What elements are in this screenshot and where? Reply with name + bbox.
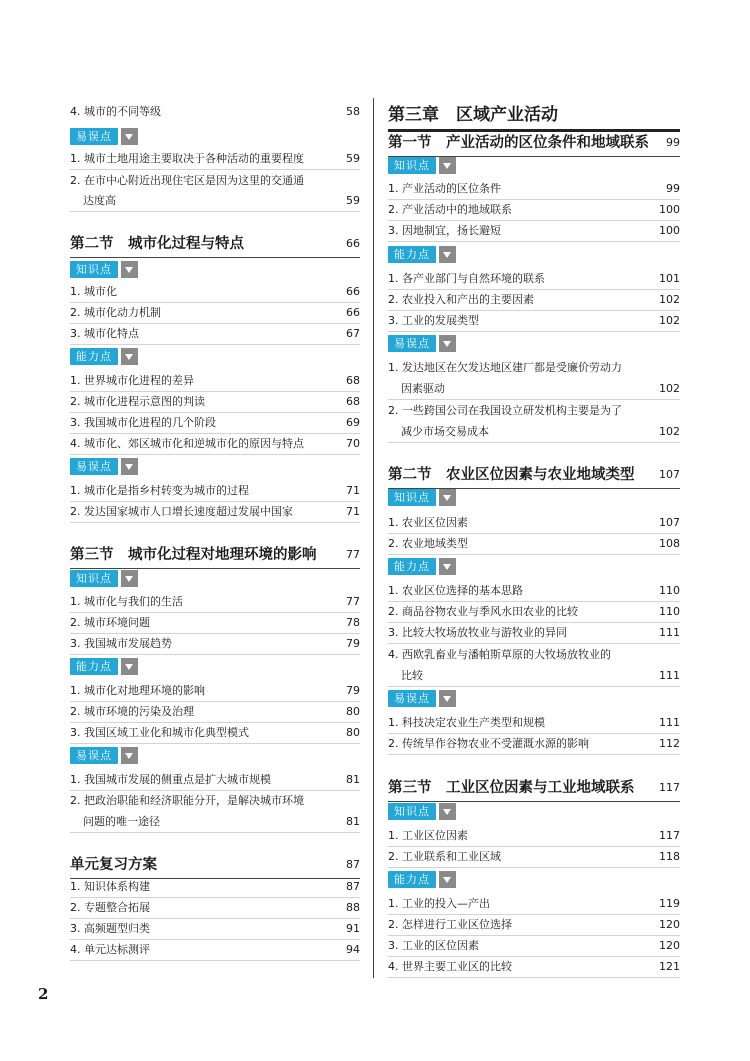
toc-entry-text: 2. 城市化动力机制 bbox=[70, 306, 161, 319]
toc-entry-text: 4. 城市化、郊区城市化和逆城市化的原因与特点 bbox=[70, 437, 304, 450]
tag-label: 易误点 bbox=[70, 128, 118, 145]
tag-zhishi bbox=[70, 261, 138, 278]
toc-entry-page: 111 bbox=[659, 716, 680, 729]
toc-entry-page: 111 bbox=[659, 626, 680, 639]
toc-entry[interactable] bbox=[388, 644, 680, 665]
toc-entry-page: 69 bbox=[346, 416, 360, 429]
toc-entry[interactable] bbox=[388, 512, 680, 534]
tag-zhishi bbox=[70, 570, 138, 587]
toc-entry-page: 102 bbox=[659, 314, 680, 327]
toc-entry-text: 2. 怎样进行工业区位选择 bbox=[388, 918, 512, 931]
toc-entry-text: 2. 把政治职能和经济职能分开，是解决城市环境 bbox=[70, 794, 304, 807]
toc-entry-page: 71 bbox=[346, 505, 360, 518]
toc-entry-text: 2. 产业活动中的地域联系 bbox=[388, 203, 512, 216]
toc-entry[interactable] bbox=[388, 220, 680, 242]
toc-entry-page: 77 bbox=[346, 595, 360, 608]
toc-entry-page: 79 bbox=[346, 637, 360, 650]
toc-entry-text: 3. 我国区域工业化和城市化典型模式 bbox=[70, 726, 249, 739]
toc-entry[interactable] bbox=[388, 712, 680, 734]
toc-entry-page: 59 bbox=[346, 194, 360, 207]
toc-entry[interactable] bbox=[388, 178, 680, 200]
toc-entry-page: 101 bbox=[659, 272, 680, 285]
section-title: 第三节 工业区位因素与工业地域联系 bbox=[388, 780, 635, 796]
toc-entry-page: 80 bbox=[346, 726, 360, 739]
section-page: 107 bbox=[659, 468, 680, 481]
chevron-down-icon bbox=[439, 489, 456, 506]
tag-label: 能力点 bbox=[388, 246, 436, 263]
section-page: 66 bbox=[346, 237, 360, 250]
toc-entry[interactable] bbox=[388, 893, 680, 915]
toc-entry-text: 2. 传统旱作谷物农业不受灌溉水源的影响 bbox=[388, 737, 589, 750]
toc-entry-page: 66 bbox=[346, 306, 360, 319]
toc-entry[interactable] bbox=[70, 302, 360, 324]
toc-entry-continued[interactable] bbox=[70, 190, 360, 212]
toc-entry[interactable] bbox=[388, 914, 680, 936]
tag-label: 知识点 bbox=[388, 803, 436, 820]
toc-entry-page: 81 bbox=[346, 815, 360, 828]
toc-entry-continued[interactable] bbox=[388, 378, 680, 400]
toc-entry-page: 110 bbox=[659, 605, 680, 618]
tag-label: 易误点 bbox=[70, 747, 118, 764]
toc-entry-page: 87 bbox=[346, 880, 360, 893]
tag-label: 知识点 bbox=[388, 157, 436, 174]
toc-entry[interactable] bbox=[70, 370, 360, 392]
toc-entry[interactable] bbox=[388, 289, 680, 311]
toc-entry-page: 107 bbox=[659, 516, 680, 529]
tag-nengli bbox=[70, 658, 138, 675]
page-number: 2 bbox=[38, 985, 49, 1003]
toc-entry-text: 3. 工业的发展类型 bbox=[388, 314, 479, 327]
section-heading[interactable] bbox=[70, 542, 360, 569]
toc-entry-page: 70 bbox=[346, 437, 360, 450]
toc-entry-page: 88 bbox=[346, 901, 360, 914]
toc-entry[interactable] bbox=[70, 897, 360, 919]
toc-entry[interactable] bbox=[388, 268, 680, 290]
toc-entry[interactable] bbox=[388, 310, 680, 332]
toc-entry-text: 2. 在市中心附近出现住宅区是因为这里的交通通 bbox=[70, 174, 304, 187]
toc-entry-page: 68 bbox=[346, 395, 360, 408]
toc-entry-text: 4. 西欧乳畜业与潘帕斯草原的大牧场放牧业的 bbox=[388, 648, 611, 661]
toc-entry[interactable] bbox=[70, 433, 360, 455]
toc-entry-page: 100 bbox=[659, 224, 680, 237]
toc-entry-text: 2. 商品谷物农业与季风水田农业的比较 bbox=[388, 605, 578, 618]
toc-entry-continued[interactable] bbox=[388, 665, 680, 687]
toc-entry-text: 1. 工业的投入—产出 bbox=[388, 897, 490, 910]
toc-entry-text: 2. 专题整合拓展 bbox=[70, 901, 150, 914]
toc-entry-text: 4. 世界主要工业区的比较 bbox=[388, 960, 512, 973]
toc-entry[interactable] bbox=[70, 412, 360, 434]
toc-entry-page: 59 bbox=[346, 152, 360, 165]
toc-entry-page: 117 bbox=[659, 829, 680, 842]
toc-entry-continued[interactable] bbox=[70, 811, 360, 833]
toc-entry-text: 4. 城市的不同等级 bbox=[70, 105, 161, 118]
toc-entry-text: 1. 发达地区在欠发达地区建厂都是受廉价劳动力 bbox=[388, 361, 622, 374]
toc-entry-text: 1. 世界城市化进程的差异 bbox=[70, 374, 194, 387]
toc-entry-text: 2. 城市环境问题 bbox=[70, 616, 150, 629]
chevron-down-icon bbox=[439, 871, 456, 888]
toc-entry[interactable] bbox=[70, 722, 360, 744]
section-title: 第一节 产业活动的区位条件和地域联系 bbox=[388, 135, 649, 151]
toc-entry-page: 120 bbox=[659, 918, 680, 931]
tag-label: 易误点 bbox=[70, 458, 118, 475]
chevron-down-icon bbox=[121, 261, 138, 278]
toc-entry-text: 1. 各产业部门与自然环境的联系 bbox=[388, 272, 545, 285]
chapter-heading[interactable] bbox=[388, 101, 680, 132]
toc-entry-text: 2. 城市化进程示意图的判读 bbox=[70, 395, 205, 408]
toc-entry-text: 4. 单元达标测评 bbox=[70, 943, 150, 956]
tag-yiwu bbox=[388, 335, 456, 352]
toc-entry-text: 3. 我国城市发展趋势 bbox=[70, 637, 172, 650]
toc-entry[interactable] bbox=[388, 956, 680, 978]
toc-entry-text: 1. 城市土地用途主要取决于各种活动的重要程度 bbox=[70, 152, 304, 165]
toc-entry[interactable] bbox=[70, 391, 360, 413]
toc-entry-text: 1. 城市化与我们的生活 bbox=[70, 595, 183, 608]
chevron-down-icon bbox=[439, 335, 456, 352]
toc-entry-page: 121 bbox=[659, 960, 680, 973]
toc-entry[interactable] bbox=[388, 357, 680, 378]
toc-entry-page: 91 bbox=[346, 922, 360, 935]
toc-entry-page: 81 bbox=[346, 773, 360, 786]
tag-yiwu bbox=[70, 747, 138, 764]
chevron-down-icon bbox=[439, 157, 456, 174]
toc-entry[interactable] bbox=[388, 622, 680, 644]
chevron-down-icon bbox=[121, 348, 138, 365]
section-title: 单元复习方案 bbox=[70, 857, 157, 873]
tag-label: 能力点 bbox=[388, 871, 436, 888]
toc-entry[interactable] bbox=[70, 701, 360, 723]
toc-entry-text: 2. 农业投入和产出的主要因素 bbox=[388, 293, 534, 306]
chevron-down-icon bbox=[439, 803, 456, 820]
tag-zhishi bbox=[388, 157, 456, 174]
tag-label: 知识点 bbox=[70, 570, 118, 587]
toc-entry-text: 1. 城市化是指乡村转变为城市的过程 bbox=[70, 484, 249, 497]
section-title: 第三节 城市化过程对地理环境的影响 bbox=[70, 547, 317, 563]
toc-entry-text: 比较 bbox=[401, 669, 423, 682]
toc-entry-page: 119 bbox=[659, 897, 680, 910]
toc-entry-text: 1. 产业活动的区位条件 bbox=[388, 182, 501, 195]
toc-entry-continued[interactable] bbox=[388, 421, 680, 443]
toc-entry[interactable] bbox=[70, 480, 360, 502]
toc-entry-text: 1. 城市化对地理环境的影响 bbox=[70, 684, 205, 697]
toc-entry[interactable] bbox=[70, 170, 360, 191]
toc-entry[interactable] bbox=[388, 733, 680, 755]
section-heading[interactable] bbox=[388, 462, 680, 489]
toc-entry-page: 112 bbox=[659, 737, 680, 750]
toc-entry[interactable] bbox=[70, 101, 360, 122]
toc-entry-page: 108 bbox=[659, 537, 680, 550]
tag-nengli bbox=[70, 348, 138, 365]
chevron-down-icon bbox=[121, 458, 138, 475]
section-page: 77 bbox=[346, 548, 360, 561]
toc-entry[interactable] bbox=[70, 876, 360, 898]
column-divider bbox=[373, 98, 374, 978]
toc-entry[interactable] bbox=[70, 769, 360, 791]
chevron-down-icon bbox=[121, 128, 138, 145]
tag-label: 知识点 bbox=[388, 489, 436, 506]
section-title: 第二节 农业区位因素与农业地域类型 bbox=[388, 467, 635, 483]
toc-entry-text: 3. 我国城市化进程的几个阶段 bbox=[70, 416, 216, 429]
toc-entry-page: 110 bbox=[659, 584, 680, 597]
toc-entry[interactable] bbox=[388, 533, 680, 555]
toc-entry-page: 78 bbox=[346, 616, 360, 629]
toc-entry[interactable] bbox=[70, 918, 360, 940]
toc-entry-text: 3. 工业的区位因素 bbox=[388, 939, 479, 952]
toc-entry-text: 1. 我国城市发展的侧重点是扩大城市规模 bbox=[70, 773, 271, 786]
toc-entry-text: 1. 城市化 bbox=[70, 285, 117, 298]
tag-nengli bbox=[388, 871, 456, 888]
toc-entry-page: 66 bbox=[346, 285, 360, 298]
toc-entry-text: 因素驱动 bbox=[401, 382, 445, 395]
toc-entry-page: 102 bbox=[659, 293, 680, 306]
chevron-down-icon bbox=[121, 658, 138, 675]
toc-entry-text: 2. 发达国家城市人口增长速度超过发展中国家 bbox=[70, 505, 293, 518]
tag-label: 易误点 bbox=[388, 335, 436, 352]
toc-entry[interactable] bbox=[70, 680, 360, 702]
toc-entry-page: 94 bbox=[346, 943, 360, 956]
toc-entry[interactable] bbox=[70, 591, 360, 613]
toc-entry[interactable] bbox=[70, 323, 360, 345]
toc-entry[interactable] bbox=[70, 633, 360, 655]
toc-entry[interactable] bbox=[388, 846, 680, 868]
chapter-title: 第三章 区域产业活动 bbox=[388, 105, 558, 125]
toc-entry-page: 118 bbox=[659, 850, 680, 863]
toc-entry[interactable] bbox=[388, 601, 680, 623]
section-page: 117 bbox=[659, 781, 680, 794]
toc-entry-page: 71 bbox=[346, 484, 360, 497]
tag-label: 易误点 bbox=[388, 690, 436, 707]
toc-entry-page: 111 bbox=[659, 669, 680, 682]
toc-entry-page: 102 bbox=[659, 425, 680, 438]
toc-entry[interactable] bbox=[70, 939, 360, 961]
toc-entry-page: 79 bbox=[346, 684, 360, 697]
toc-entry-text: 1. 农业区位因素 bbox=[388, 516, 468, 529]
tag-yiwu bbox=[70, 458, 138, 475]
section-heading[interactable] bbox=[70, 231, 360, 258]
toc-entry-text: 2. 城市环境的污染及治理 bbox=[70, 705, 194, 718]
section-page: 87 bbox=[346, 858, 360, 871]
toc-entry[interactable] bbox=[70, 281, 360, 303]
toc-entry-page: 58 bbox=[346, 105, 360, 118]
toc-entry-page: 67 bbox=[346, 327, 360, 340]
tag-nengli bbox=[388, 558, 456, 575]
section-title: 第二节 城市化过程与特点 bbox=[70, 236, 244, 252]
toc-entry[interactable] bbox=[388, 400, 680, 421]
toc-entry[interactable] bbox=[70, 148, 360, 170]
toc-entry[interactable] bbox=[70, 790, 360, 811]
tag-label: 能力点 bbox=[388, 558, 436, 575]
toc-entry-text: 3. 因地制宜，扬长避短 bbox=[388, 224, 501, 237]
toc-entry[interactable] bbox=[70, 501, 360, 523]
toc-entry[interactable] bbox=[388, 199, 680, 221]
section-heading[interactable] bbox=[388, 130, 680, 157]
tag-yiwu bbox=[388, 690, 456, 707]
tag-nengli bbox=[388, 246, 456, 263]
tag-zhishi bbox=[388, 803, 456, 820]
tag-label: 能力点 bbox=[70, 658, 118, 675]
section-heading[interactable] bbox=[70, 852, 360, 879]
toc-entry-page: 100 bbox=[659, 203, 680, 216]
tag-label: 能力点 bbox=[70, 348, 118, 365]
toc-entry[interactable] bbox=[388, 935, 680, 957]
tag-zhishi bbox=[388, 489, 456, 506]
toc-entry-text: 3. 高频题型归类 bbox=[70, 922, 150, 935]
toc-entry-text: 问题的唯一途径 bbox=[83, 815, 160, 828]
toc-entry-text: 1. 农业区位选择的基本思路 bbox=[388, 584, 523, 597]
chevron-down-icon bbox=[439, 690, 456, 707]
toc-entry-text: 2. 工业联系和工业区域 bbox=[388, 850, 501, 863]
chevron-down-icon bbox=[121, 747, 138, 764]
toc-entry[interactable] bbox=[388, 580, 680, 602]
section-page: 99 bbox=[666, 136, 680, 149]
chevron-down-icon bbox=[439, 558, 456, 575]
toc-entry-page: 80 bbox=[346, 705, 360, 718]
chevron-down-icon bbox=[121, 570, 138, 587]
toc-entry-text: 1. 工业区位因素 bbox=[388, 829, 468, 842]
chevron-down-icon bbox=[439, 246, 456, 263]
toc-entry-text: 1. 知识体系构建 bbox=[70, 880, 150, 893]
toc-entry-page: 68 bbox=[346, 374, 360, 387]
toc-entry-text: 3. 城市化特点 bbox=[70, 327, 139, 340]
toc-entry-text: 减少市场交易成本 bbox=[401, 425, 489, 438]
tag-label: 知识点 bbox=[70, 261, 118, 278]
toc-entry-text: 2. 农业地域类型 bbox=[388, 537, 468, 550]
tag-yiwu bbox=[70, 128, 138, 145]
toc-entry-page: 120 bbox=[659, 939, 680, 952]
toc-entry-text: 1. 科技决定农业生产类型和规模 bbox=[388, 716, 545, 729]
toc-entry[interactable] bbox=[388, 825, 680, 847]
section-heading[interactable] bbox=[388, 775, 680, 802]
toc-entry-text: 达度高 bbox=[83, 194, 116, 207]
toc-entry-page: 99 bbox=[666, 182, 680, 195]
toc-entry-text: 3. 比较大牧场放牧业与游牧业的异同 bbox=[388, 626, 567, 639]
toc-entry-text: 2. 一些跨国公司在我国设立研发机构主要是为了 bbox=[388, 404, 622, 417]
toc-entry-page: 102 bbox=[659, 382, 680, 395]
toc-entry[interactable] bbox=[70, 612, 360, 634]
